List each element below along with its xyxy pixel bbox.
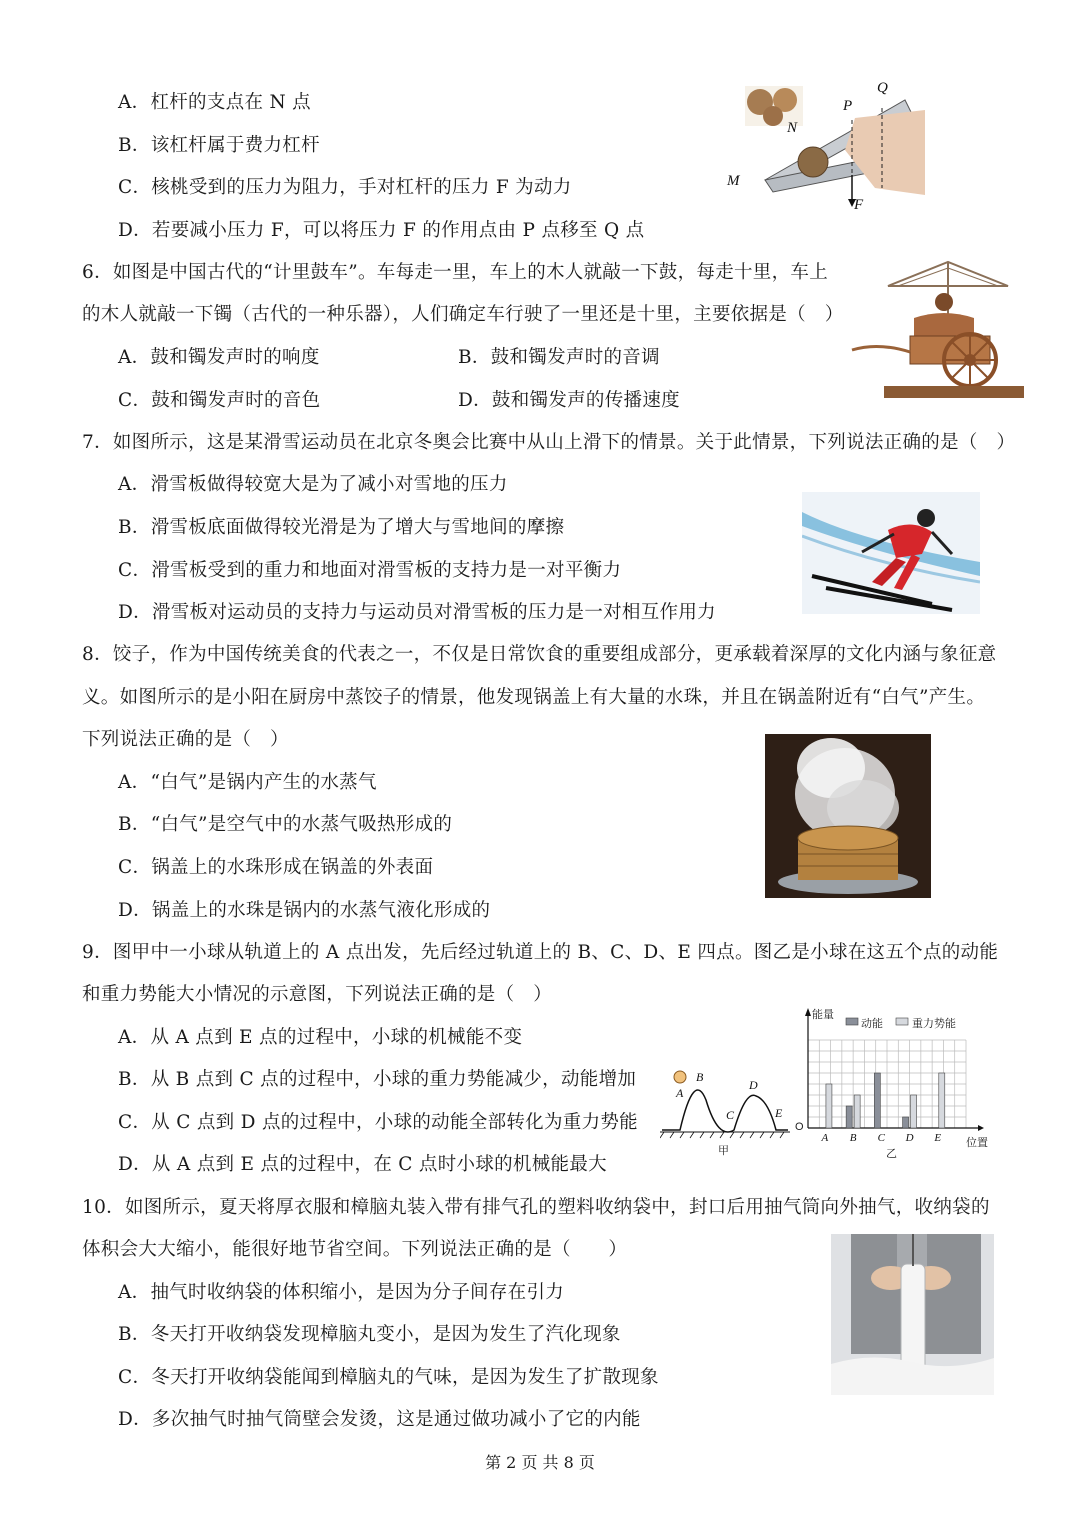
q5-option-d: D．若要减小压力 F，可以将压力 F 的作用点由 P 点移至 Q 点: [118, 220, 645, 241]
track-caption: 甲: [718, 1145, 729, 1157]
bar-potential-e: [939, 1073, 945, 1128]
q9-stem-line-2: 和重力势能大小情况的示意图，下列说法正确的是（ ）: [82, 984, 553, 1005]
q6-stem-line-1: 6．如图是中国古代的“计里鼓车”。车每走一里，车上的木人就敲一下鼓，每走十里，车上: [82, 262, 828, 283]
q7-option-d: D．滑雪板对运动员的支持力与运动员对滑雪板的压力是一对相互作用力: [118, 602, 716, 623]
y-axis-arrow: [805, 1008, 811, 1016]
bar-potential-d: [911, 1095, 917, 1128]
track-label-b: B: [696, 1070, 704, 1084]
q7-stem: 7．如图所示，这是某滑雪运动员在北京冬奥会比赛中从山上滑下的情景。关于此情景，下列说法正确的是（ ）: [82, 432, 1016, 453]
bar-kinetic-b: [846, 1106, 852, 1128]
vacuum-bag-photo: [831, 1234, 994, 1395]
q10-option-d: D．多次抽气时抽气筒壁会发烫，这是通过做功减小了它的内能: [118, 1409, 641, 1430]
legend-kinetic-swatch: [846, 1018, 858, 1025]
energy-chart-svg: [790, 1004, 995, 1160]
legend-kinetic-label: 动能: [861, 1018, 883, 1030]
steamer-photo: [765, 734, 931, 898]
nutcracker-illustration: [725, 80, 925, 215]
q10-stem-line-1: 10．如图所示，夏天将厚衣服和樟脑丸装入带有排气孔的塑料收纳袋中，封口后用抽气筒向外抽气，收纳袋的: [82, 1197, 990, 1218]
q10-stem-line-2: 体积会大大缩小，能很好地节省空间。下列说法正确的是（ ）: [82, 1239, 628, 1260]
q10-option-a: A．抽气时收纳袋的体积缩小，是因为分子间存在引力: [118, 1282, 565, 1303]
steamer-illustration: [765, 734, 931, 898]
q9-option-c: C．从 C 点到 D 点的过程中，小球的动能全部转化为重力势能: [118, 1112, 638, 1133]
chart-ylabel: 能量: [812, 1009, 834, 1021]
q8-option-c: C．锅盖上的水珠形成在锅盖的外表面: [118, 857, 434, 878]
x-tick-label-b: B: [849, 1132, 857, 1144]
q5-option-b: B．该杠杆属于费力杠杆: [118, 135, 320, 156]
chart-caption: 乙: [886, 1148, 897, 1160]
q8-stem-line-2: 义。如图所示的是小阳在厨房中蒸饺子的情景，他发现锅盖上有大量的水珠，并且在锅盖附近有“白气”产生。: [82, 687, 986, 708]
q6-option-d: D．鼓和镯发声的传播速度: [458, 390, 680, 411]
drum-cart-illustration: [848, 258, 1028, 408]
chart-origin: O: [795, 1121, 804, 1133]
q9-option-a: A．从 A 点到 E 点的过程中，小球的机械能不变: [118, 1027, 523, 1048]
x-tick-label-e: E: [934, 1132, 942, 1144]
q8-option-b: B．“白气”是空气中的水蒸气吸热形成的: [118, 814, 453, 835]
x-tick-label-a: A: [821, 1132, 829, 1144]
q7-option-b: B．滑雪板底面做得较光滑是为了增大与雪地间的摩擦: [118, 517, 565, 538]
x-tick-label-c: C: [877, 1132, 886, 1144]
energy-chart: [790, 1004, 995, 1160]
track-label-a: A: [676, 1086, 684, 1100]
label-f: F: [854, 197, 864, 213]
bar-potential-b: [854, 1095, 860, 1128]
chart-xlabel: 位置: [966, 1137, 988, 1149]
bar-kinetic-c: [874, 1073, 880, 1128]
q9-option-d: D．从 A 点到 E 点的过程中，在 C 点时小球的机械能最大: [118, 1154, 607, 1175]
q10-option-c: C．冬天打开收纳袋能闻到樟脑丸的气味，是因为发生了扩散现象: [118, 1367, 659, 1388]
legend-potential-swatch: [896, 1018, 908, 1025]
q5-option-a: A．杠杆的支点在 N 点: [118, 92, 311, 113]
q6-option-a: A．鼓和镯发声时的响度: [118, 347, 320, 368]
q5-option-c: C．核桃受到的压力为阻力，手对杠杆的压力 F 为动力: [118, 177, 572, 198]
q8-stem-line-3: 下列说法正确的是（ ）: [82, 729, 289, 750]
vacuum-bag-illustration: [831, 1234, 994, 1395]
q8-option-d: D．锅盖上的水珠是锅内的水蒸气液化形成的: [118, 900, 491, 921]
q6-stem-line-2: 的木人就敲一下镯（古代的一种乐器），人们确定车行驶了一里还是十里，主要依据是（ ）: [82, 304, 844, 325]
label-m: M: [727, 173, 740, 189]
nutcracker-figure: [725, 80, 925, 215]
skier-photo: [802, 492, 980, 614]
drum-cart-figure: [848, 258, 1028, 408]
label-q: Q: [877, 80, 888, 96]
label-p: P: [843, 98, 853, 114]
bar-potential-a: [826, 1084, 832, 1128]
q6-option-b: B．鼓和镯发声时的音调: [458, 347, 660, 368]
label-n: N: [787, 120, 798, 136]
x-tick-label-d: D: [905, 1132, 914, 1144]
track-figure: [660, 1060, 790, 1160]
x-axis-arrow: [978, 1125, 984, 1131]
q7-option-c: C．滑雪板受到的重力和地面对滑雪板的支持力是一对平衡力: [118, 560, 622, 581]
q6-option-c: C．鼓和镯发声时的音色: [118, 390, 321, 411]
bar-kinetic-d: [903, 1117, 909, 1128]
track-label-c: C: [726, 1108, 735, 1122]
page-footer: 第 2 页 共 8 页: [485, 1453, 595, 1472]
track-label-d: D: [749, 1078, 758, 1092]
track-label-e: E: [775, 1106, 783, 1120]
q7-option-a: A．滑雪板做得较宽大是为了减小对雪地的压力: [118, 474, 508, 495]
q8-option-a: A．“白气”是锅内产生的水蒸气: [118, 772, 377, 793]
q10-option-b: B．冬天打开收纳袋发现樟脑丸变小，是因为发生了汽化现象: [118, 1324, 621, 1345]
legend-potential-label: 重力势能: [912, 1018, 956, 1030]
q8-stem-line-1: 8．饺子，作为中国传统美食的代表之一，不仅是日常饮食的重要组成部分，更承载着深厚的文化内涵与象征意: [82, 644, 997, 665]
q9-option-b: B．从 B 点到 C 点的过程中，小球的重力势能减少，动能增加: [118, 1069, 637, 1090]
q9-stem-line-1: 9．图甲中一小球从轨道上的 A 点出发，先后经过轨道上的 B、C、D、E 四点。图乙是小球在这五个点的动能: [82, 942, 999, 963]
skier-illustration: [802, 492, 980, 614]
